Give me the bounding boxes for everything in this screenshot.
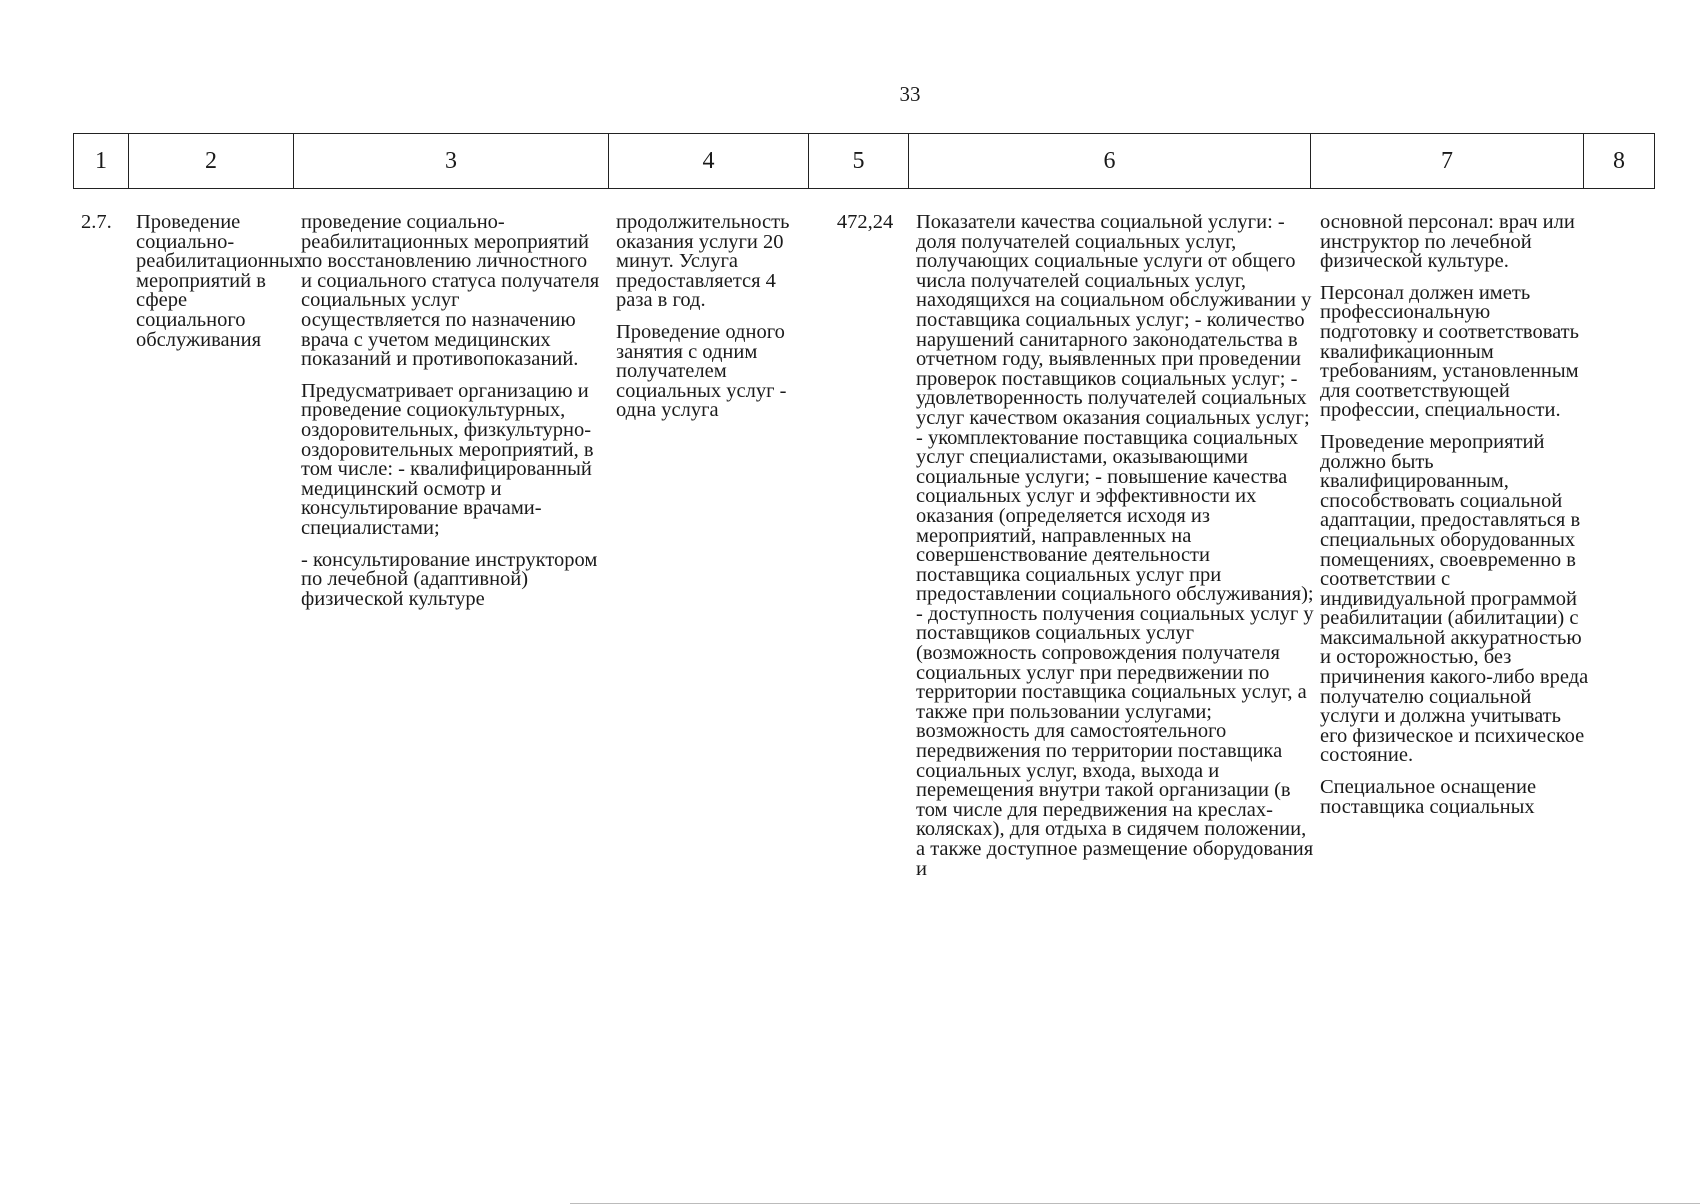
row-number: 2.7. (81, 211, 112, 233)
service-conditions (1320, 213, 1590, 829)
header-cell-6: 6 (909, 134, 1311, 189)
service-price: 472,24 (836, 211, 894, 233)
header-cell-7: 7 (1311, 134, 1584, 189)
header-cell-3: 3 (294, 134, 609, 189)
header-cell-8: 8 (1584, 134, 1655, 189)
quality-indicators: Показатели качества социальной услуги: - доля получателей социальных услуг, получающих социальные услуги от общего числа получателей социальных услуг, находящихся на социальном обслуживании у поставщика социальных услуг; - количество нарушений санитарного законодательства в отчетном году, выявленных при проведении проверок поставщиков социальных услуг; - удовлетворенность получателей социальных услуг качеством оказания социальных услуг; - укомплектование поставщика социальных услуг специалистами, оказывающими социальные услуги; - повышение качества социальных услуг и эффективности их оказания (определяется исходя из мероприятий, направленных на совершенствование деятельности поставщика социальных услуг при предоставлении социального обслуживания); - доступность получения социальных услуг у поставщиков социальных услуг (возможность сопровождения получателя социальных услуг при передвижении по территории поставщика социальных услуг, а также при пользовании услугами; возможность для самостоятельного передвижения по территории поставщика социальных услуг, входа, выхода и перемещения внутри такой организации (в том числе для передвижения на креслах-колясках), для отдыха в сидячем положении, а также доступное размещение оборудования и (916, 211, 1314, 880)
service-name: Проведение социально-реабилитационных мероприятий в сфере социального обслуживания (136, 211, 304, 351)
conditions-paragraph: основной персонал: врач или инструктор по лечебной физической культуре. (1320, 211, 1575, 273)
service-description (301, 213, 601, 621)
table-header-row (73, 133, 1655, 189)
conditions-paragraph: Персонал должен иметь профессиональную подготовку и соответствовать квалификационным требованиям, установленным для соответствующей профессии, специальности. (1320, 281, 1579, 422)
header-cell-4: 4 (609, 134, 809, 189)
duration-paragraph: Проведение одного занятия с одним получателем социальных услуг - одна услуга (616, 320, 787, 422)
page-number: 33 (899, 82, 921, 106)
conditions-paragraph: Проведение мероприятий должно быть квалифицированным, способствовать социальной адаптации, предоставляться в специальных оборудованных помещениях, своевременно в соответствии с индивидуальной программой реабилитации (абилитации) с максимальной аккуратностью и осторожностью, без причинения какого-либо вреда получателю социальной услуги и должна учитывать его физическое и психическое состояние. (1320, 430, 1589, 767)
service-duration (616, 213, 816, 433)
header-cell-1: 1 (74, 134, 129, 189)
header-cell-5: 5 (809, 134, 909, 189)
description-paragraph: проведение социально-реабилитационных мероприятий по восстановлению личностного и социального статуса получателя социальных услуг осуществляется по назначению врача с учетом медицинских показаний и противопоказаний. (301, 211, 600, 371)
conditions-paragraph: Специальное оснащение поставщика социальных (1320, 776, 1537, 818)
duration-paragraph: продолжительность оказания услуги 20 минут. Услуга предоставляется 4 раза в год. (616, 211, 790, 312)
header-cell-2: 2 (129, 134, 294, 189)
description-paragraph: - консультирование инструктором по лечебной (адаптивной) физической культуре (301, 548, 598, 610)
description-paragraph: Предусматривает организацию и проведение социокультурных, оздоровительных, физкультурно-оздоровительных мероприятий, в том числе: - квалифицированный медицинский осмотр и консультирование врачами-специалистами; (301, 379, 594, 539)
